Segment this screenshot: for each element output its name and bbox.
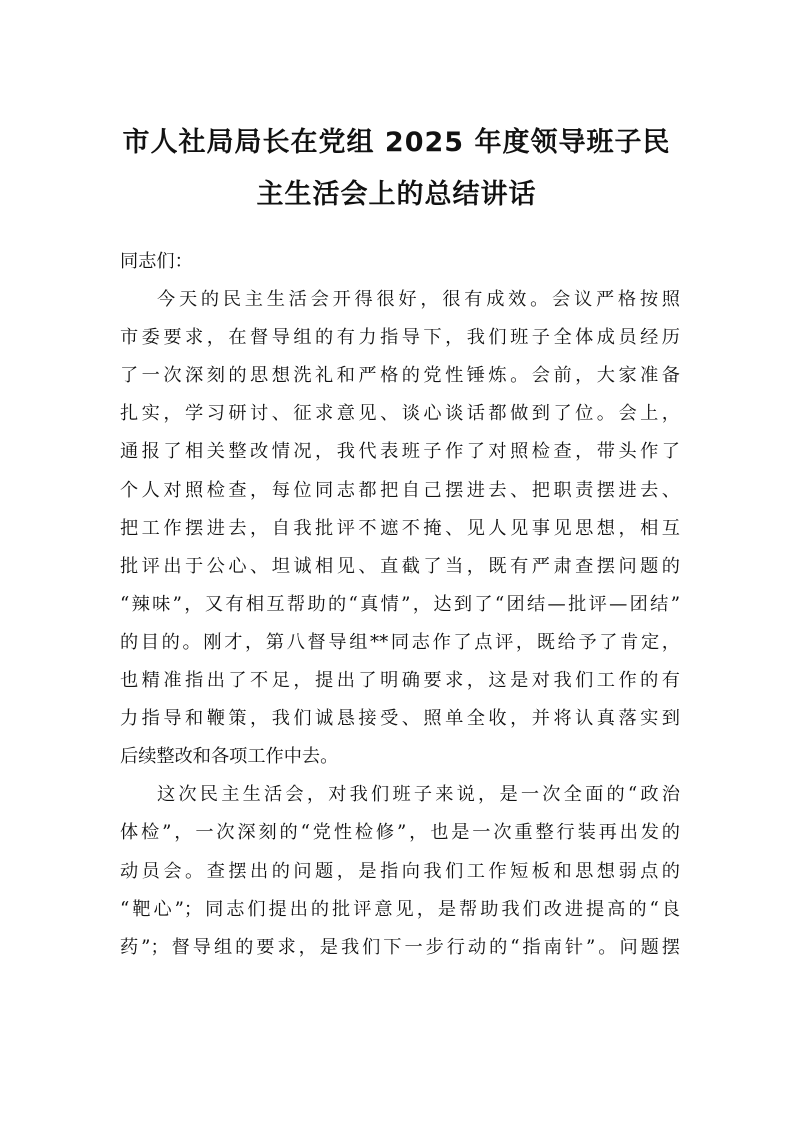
paragraph-line: 也精准指出了不足，提出了明确要求，这是对我们工作的有 [120,670,680,692]
paragraph-line: 个人对照检查，每位同志都把自己摆进去、把职责摆进去、 [120,479,680,501]
paragraph-line: 了一次深刻的思想洗礼和严格的党性锤炼。会前，大家准备 [120,365,680,387]
paragraph-line: 动员会。查摆出的问题，是指向我们工作短板和思想弱点的 [120,860,680,882]
paragraph-line: 通报了相关整改情况，我代表班子作了对照检查，带头作了 [120,441,680,463]
paragraph-2 [120,776,680,966]
paragraph-line: 药”；督导组的要求，是我们下一步行动的“指南针”。问题摆 [120,936,680,958]
salutation: 同志们： [120,251,193,272]
paragraph-line: 体检”，一次深刻的“党性检修”，也是一次重整行装再出发的 [120,822,680,844]
paragraph-1 [120,281,680,776]
paragraph-line: 今天的民主生活会开得很好，很有成效。会议严格按照 [157,289,680,311]
paragraph-line: 扎实，学习研讨、征求意见、谈心谈话都做到了位。会上， [120,403,680,425]
paragraph-line: 把工作摆进去，自我批评不遮不掩、见人见事见思想，相互 [120,517,680,539]
paragraph-line: 这次民主生活会，对我们班子来说，是一次全面的“政治 [157,784,680,806]
paragraph-line: 力指导和鞭策，我们诚恳接受、照单全收，并将认真落实到 [120,708,680,730]
paragraph-line: “靶心”；同志们提出的批评意见，是帮助我们改进提高的“良 [120,898,680,920]
document-body [120,243,680,967]
paragraph-line: 后续整改和各项工作中去。 [120,746,339,768]
document-title-line-2: 主生活会上的总结讲话 [256,179,537,210]
paragraph-line: 的目的。刚才，第八督导组**同志作了点评，既给予了肯定， [120,631,680,653]
paragraph-line: 市委要求，在督导组的有力指导下，我们班子全体成员经历 [120,327,680,349]
document-title-line-1: 市人社局局长在党组 2025 年度领导班子民 [122,127,671,158]
paragraph-line: 批评出于公心、坦诚相见、直截了当，既有严肃查摆问题的 [120,555,680,577]
paragraph-line: “辣味”，又有相互帮助的“真情”，达到了“团结—批评—团结” [120,593,680,615]
